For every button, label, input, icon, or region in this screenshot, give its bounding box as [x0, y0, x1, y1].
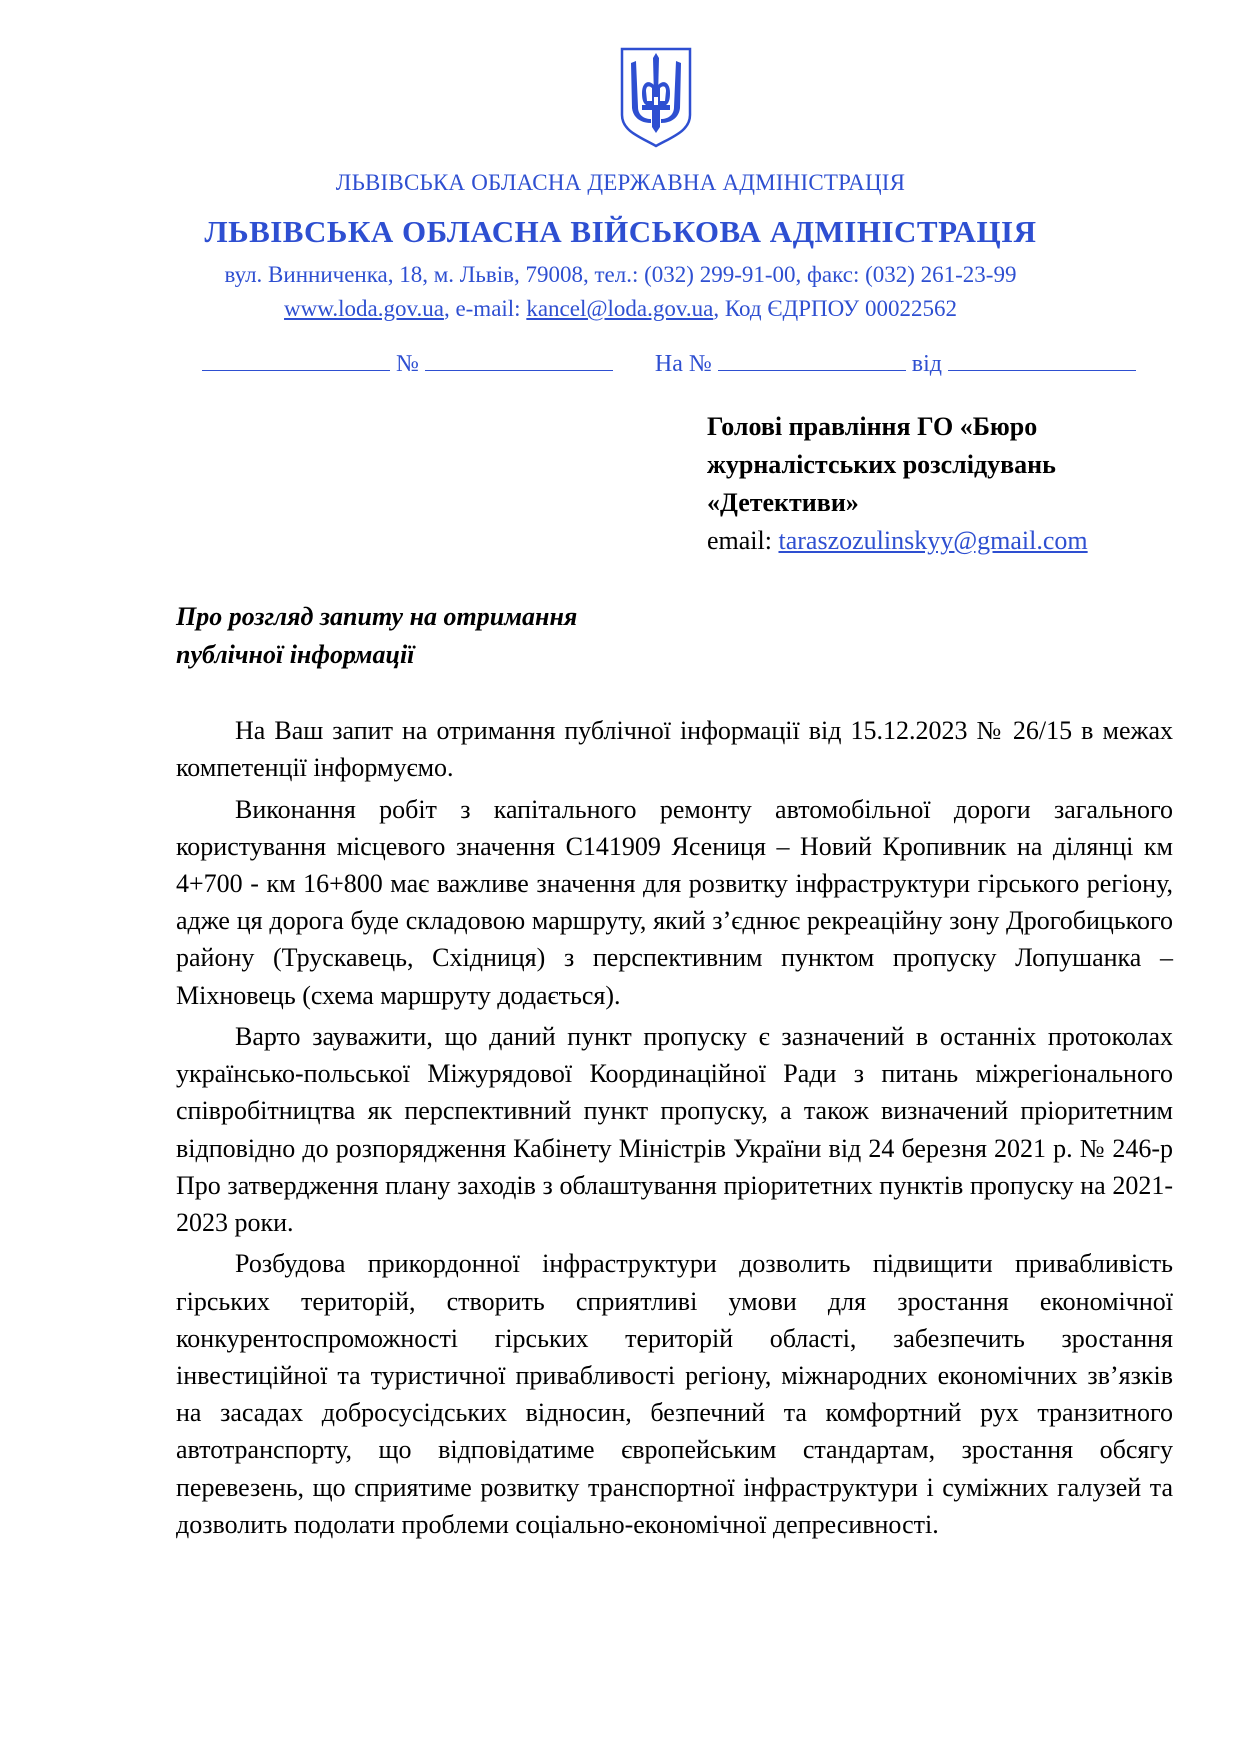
military-administration-title: ЛЬВІВСЬКА ОБЛАСНА ВІЙСЬКОВА АДМІНІСТРАЦІЯ [204, 214, 1037, 249]
outgoing-number-blank [425, 348, 613, 371]
contacts-line [0, 296, 1241, 322]
email-link[interactable]: kancel@loda.gov.ua [526, 296, 714, 321]
letter-body [176, 712, 1173, 1547]
website-link[interactable]: www.loda.gov.ua [284, 296, 444, 321]
email-prefix: , e-mail: [443, 296, 527, 321]
body-paragraph: На Ваш запит на отримання публічної інформації від 15.12.2023 № 26/15 в межах компетенції інформуємо. [176, 716, 1173, 783]
number-sign: № [396, 351, 419, 377]
recipient-line-2: журналістських розслідувань [707, 450, 1056, 479]
body-paragraph: Виконання робіт з капітального ремонту автомобільної дороги загального користування місцевого значення С141909 Ясениця – Новий Кропивник на ділянці км 4+700 - км 16+800 має важливе значення для розвитку інфраструктури гірського регіону, адже ця дорога буде складовою маршруту, який з’єднює рекреаційну зону Дрогобицького району (Трускавець, Східниця) з перспективним пунктом пропуску Лопушанка – Міхновець (схема маршруту додається). [176, 794, 1173, 1010]
reply-date-blank [948, 348, 1136, 371]
ukraine-trident-emblem-icon [618, 45, 694, 149]
letter-subject [176, 598, 776, 674]
body-paragraph: Розбудова прикордонної інфраструктури дозволить підвищити привабливість гірських територій, створить сприятливі умови для зростання економічної конкурентоспроможності гірських територій області, забезпечить зростання інвестиційної та туристичної привабливості регіону, міжнародних економічних зв’язків на засадах добросусідських відносин, безпечний та комфортний рух транзитного автотранспорту, що відповідатиме європейським стандартам, зростання обсягу перевезень, що сприятиме розвитку транспортної інфраструктури і суміжних галузей та дозволить подолати проблеми соціально-економічної депресивності. [176, 1249, 1173, 1539]
reply-label: На № [654, 351, 712, 377]
reply-number-blank [718, 348, 906, 371]
outgoing-date-blank [202, 348, 390, 371]
address-line: вул. Винниченка, 18, м. Львів, 79008, тел.: (032) 299-91-00, факс: (032) 261-23-99 [224, 262, 1017, 287]
subject-line-2: публічної інформації [176, 640, 415, 669]
recipient-email-link[interactable]: taraszozulinskyy@gmail.com [778, 526, 1088, 555]
body-paragraph: Варто зауважити, що даний пункт пропуску є зазначений в останніх протоколах українсько-польської Міжурядової Координаційної Ради з питань міжрегіонального співробітництва як перспективний пункт пропуску, а також визначений пріоритетним відповідно до розпорядження Кабінету Міністрів України від 24 березня 2021 р. № 246-р Про затвердження плану заходів з облаштування пріоритетних пунктів пропуску на 2021-2023 роки. [176, 1022, 1173, 1238]
recipient-email-label: email: [707, 526, 779, 555]
from-label: від [911, 351, 943, 377]
subject-line-1: Про розгляд запиту на отримання [176, 602, 578, 631]
recipient-block [707, 408, 1167, 560]
registration-line [202, 348, 1152, 378]
recipient-line-1: Голові правління ГО «Бюро [707, 412, 1038, 441]
edrpou-code: , Код ЄДРПОУ 00022562 [713, 296, 957, 321]
state-administration-title: ЛЬВІВСЬКА ОБЛАСНА ДЕРЖАВНА АДМІНІСТРАЦІЯ [335, 170, 906, 195]
recipient-line-3: «Детективи» [707, 488, 859, 517]
